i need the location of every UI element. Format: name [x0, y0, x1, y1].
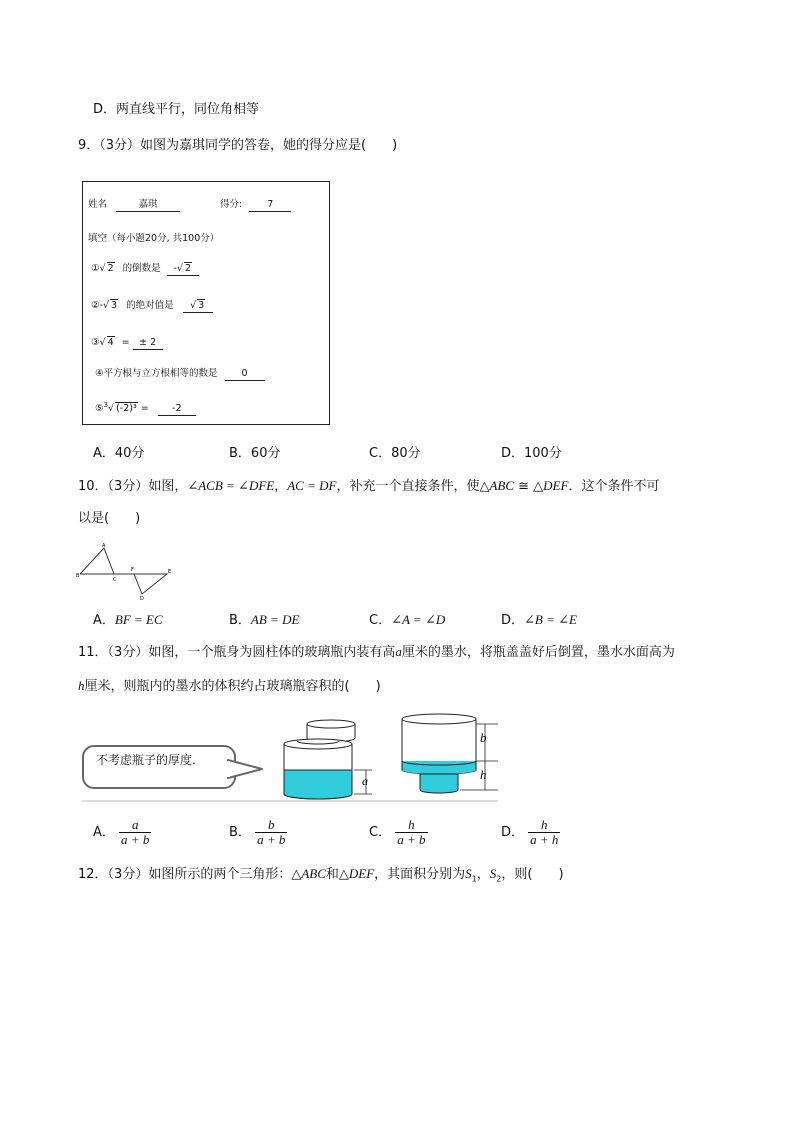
q12-s1-sub: 1: [471, 874, 477, 884]
label-c: C: [113, 577, 117, 583]
score-label: 得分:: [220, 199, 243, 210]
score-value: 7: [249, 199, 291, 212]
q10-option-d: [501, 611, 577, 630]
q12-s2-sub: 2: [496, 874, 502, 884]
item2-radicand: 3: [111, 300, 118, 311]
q12-stem-f: ，: [476, 867, 490, 882]
label-b: B: [76, 573, 80, 579]
item2-answer: √ 3: [183, 299, 213, 313]
item4-answer: 0: [225, 368, 265, 381]
q10-stem-a: 10．（3分）如图，: [78, 479, 188, 494]
bubble-text: 不考虑瓶子的厚度.: [96, 753, 196, 767]
label-d: D: [140, 596, 144, 602]
q11-stem-line2: [78, 677, 381, 696]
item-1: ①√ 2 的倒数是 -√ 2: [91, 262, 199, 276]
item1-ans-radicand: 2: [184, 263, 191, 274]
label-h: h: [480, 767, 487, 782]
frac-num: h: [395, 818, 427, 833]
item2-ans-radicand: 3: [198, 300, 205, 311]
q11-stem-a: 11．（3分）如图，一个瓶身为圆柱体的玻璃瓶内装有高: [78, 645, 396, 660]
q10-stem-line2: 以是( ): [78, 511, 141, 526]
upright-bottle: [284, 720, 372, 799]
item3-eq: =: [121, 337, 130, 348]
q10-congruent: ≅ △: [514, 479, 544, 494]
q12-tri-abc: ABC: [301, 866, 326, 881]
q11-option-b: [229, 818, 287, 847]
q11-option-c-label: C．: [369, 825, 392, 840]
frac-den: a + h: [530, 832, 559, 847]
q12-stem-e: ，其面积分别为: [374, 867, 466, 882]
label-e: E: [168, 569, 172, 575]
q10-option-c-expr: ∠A = ∠D: [391, 612, 446, 627]
q11-stem-line1: [78, 643, 675, 662]
item-5: ⑤$^3$√ (-2)³ = -2: [95, 399, 196, 416]
item2-prefix: ②-: [91, 300, 103, 311]
item5-eq: =: [140, 403, 149, 415]
q10-stem: [78, 477, 659, 496]
q11-option-b-label: B．: [229, 825, 251, 840]
q11-stem-b: 厘米的墨水，将瓶盖盖好后倒置，墨水水面高为: [401, 645, 675, 660]
q10-option-a-label: A．: [93, 613, 115, 628]
q10-tri-abc: ABC: [489, 478, 515, 493]
frac-den: a + b: [257, 832, 286, 847]
q10-option-a: [93, 611, 163, 630]
q10-side-eq: AC = DF: [287, 478, 337, 493]
q12-stem-a: 12．（3分）如图所示的两个三角形：△: [78, 867, 302, 882]
section-title: 填空（每小题20分, 共100分）: [88, 233, 220, 244]
q11-var-a: a: [395, 644, 402, 659]
label-a: a: [362, 774, 368, 788]
q12-tri-def: DEF: [348, 866, 375, 881]
q10-option-b-label: B．: [229, 613, 251, 628]
q8-option-d: D．两直线平行，同位角相等: [93, 102, 260, 117]
item5-prefix: ⑤: [95, 403, 104, 415]
q11-option-d-label: D．: [501, 825, 525, 840]
name-value: 嘉琪: [116, 199, 180, 212]
q11-option-d-frac: [528, 818, 560, 847]
item1-prefix: ①: [91, 263, 100, 274]
q9-option-d: D．100分: [501, 446, 562, 461]
item1-ans-sign: -: [173, 263, 177, 274]
item2-text: 的绝对值是: [126, 300, 174, 311]
item-3: ③√ 4 = ± 2: [91, 336, 163, 350]
item3-answer: ± 2: [133, 337, 163, 350]
q10-stem-i: ．这个条件不可: [568, 479, 660, 494]
item1-text: 的倒数是: [122, 263, 161, 274]
q11-option-a: [93, 818, 151, 847]
item1-radicand: 2: [107, 263, 114, 274]
q11-option-a-label: A．: [93, 825, 115, 840]
label-b: b: [480, 730, 487, 745]
frac-den: a + b: [121, 832, 150, 847]
q9-option-a: A．40分: [93, 446, 145, 461]
q11-option-a-frac: [119, 818, 151, 847]
item5-radicand: (-2)³: [116, 403, 137, 415]
bubble-tail: [228, 758, 268, 782]
name-label: 姓名: [88, 199, 108, 210]
q10-option-a-expr: BF = EC: [114, 612, 163, 627]
q11-var-h: h: [78, 678, 85, 693]
q12-stem-c: 和△: [325, 867, 349, 882]
item-4: [95, 368, 265, 381]
q9-stem: 9．（3分）如图为嘉琪同学的答卷，她的得分应是( ): [78, 138, 398, 153]
q10-option-c-label: C．: [369, 613, 392, 628]
label-a: A: [102, 543, 106, 549]
q10-option-b-expr: AB = DE: [250, 612, 300, 627]
item5-answer: -2: [158, 403, 196, 416]
item1-answer: -√ 2: [167, 262, 199, 276]
q12-stem: [78, 865, 564, 889]
item3-prefix: ③: [91, 337, 100, 348]
q10-option-b: [229, 611, 299, 630]
sheet-score-row: [220, 199, 291, 212]
frac-num: a: [119, 818, 151, 833]
bottle-figure: [280, 712, 500, 802]
q11-option-c: [369, 818, 428, 847]
q10-option-d-expr: ∠B = ∠E: [524, 612, 577, 627]
q10-angle-eq: ∠ACB = ∠DFE: [187, 478, 275, 493]
q10-option-c: [369, 611, 445, 630]
q11-stem-c: 厘米，则瓶内的墨水的体积约占玻璃瓶容积的( ): [84, 679, 381, 694]
q12-s2: S: [489, 866, 497, 881]
q11-option-c-frac: [395, 818, 427, 847]
item5-index: 3: [103, 401, 108, 409]
q10-option-d-label: D．: [501, 613, 525, 628]
inverted-bottle: [402, 714, 498, 793]
frac-den: a + b: [397, 832, 426, 847]
q9-option-c: C．80分: [369, 446, 421, 461]
item4-text: ④平方根与立方根相等的数是: [95, 368, 218, 379]
q10-triangle-figure: [76, 543, 176, 602]
frac-num: h: [528, 818, 560, 833]
q9-option-b: B．60分: [229, 446, 281, 461]
q12-s1: S: [465, 866, 472, 881]
q10-comma: ，: [274, 479, 288, 494]
item-2: ②-√ 3 的绝对值是 √ 3: [91, 299, 213, 313]
label-f: F: [131, 567, 134, 573]
item3-radicand: 4: [107, 337, 114, 348]
q11-option-d: [501, 818, 560, 847]
q12-stem-g: ，则( ): [501, 867, 564, 882]
frac-num: b: [255, 818, 287, 833]
q11-option-b-frac: [255, 818, 287, 847]
sheet-name-row: [88, 199, 180, 212]
q10-tri-def: DEF: [543, 478, 569, 493]
q10-stem-e: ，补充一个直接条件，使△: [336, 479, 490, 494]
answer-sheet: [82, 181, 330, 425]
